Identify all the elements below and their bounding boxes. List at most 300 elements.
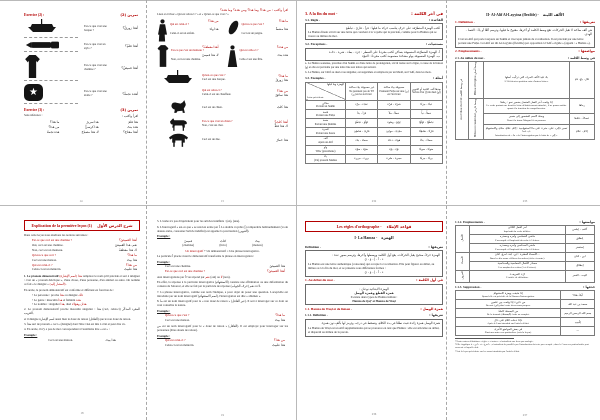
content-cell — [470, 261, 565, 270]
row-label-fr: Après un Alif — [318, 140, 333, 144]
table-row — [306, 127, 443, 136]
row-label-fr: Portant une Ḍamma — [314, 122, 337, 126]
milieu-subheading — [455, 56, 595, 60]
content-fr: Dans les dix noms célèbres des arabes (cités ci-contre). — [489, 256, 545, 260]
row-image — [157, 70, 199, 86]
phrase-pair — [24, 267, 140, 271]
exercise-3-heading — [24, 108, 138, 113]
item-image-col — [24, 19, 82, 38]
group-label-cell — [468, 61, 484, 98]
page-number: 236 — [371, 411, 377, 416]
content-cell — [470, 252, 565, 261]
content-fr: L'article de définition. — [506, 276, 529, 280]
bullet-text: La personne : proche — [33, 293, 60, 298]
row-lines-fr — [202, 74, 255, 82]
content-fr: Du mot (ابن) placé entre deux noms propres. — [485, 304, 531, 308]
rule-text-ar: تُكتب الهمزة المتطرّفة على حرفٍ يناسب حركة ما قبلها : قرأ - قارئ - تباطؤ — [346, 25, 440, 30]
row-label-ar: فتحة — [322, 109, 329, 114]
content-ar: من البسملة كاملةً — [498, 308, 519, 313]
explanation-paragraph: 6. L'interrogatif « est-ce que » se rend en arabe par أ. La double voyelle (ـٌ) comparable habituellement (va de dessus arabe, consonne l'article indéfini) est appelée la ponctuation (التنوين). — [157, 224, 288, 233]
example-cell: إلامَ - علامَ — [569, 124, 594, 139]
para-lead: 1. Le pronom démonstratif — [24, 274, 60, 279]
content-ar: وصلة الاسم المقصور إلى ضمير — [508, 114, 545, 119]
row-label-fr: Wāw (précédente) — [315, 149, 336, 153]
row-lines-ar — [258, 120, 288, 129]
page-regles-orthographe[interactable] — [305, 221, 443, 416]
group-label: وسط عارض Milieu occasionnel — [474, 99, 478, 138]
qa-row — [157, 70, 288, 86]
grid-cell: من هذا؟ — [48, 124, 60, 129]
definition-box — [305, 250, 443, 276]
qa-row — [157, 100, 288, 115]
qa-question-ar: أهذا معطفٌ؟ — [202, 44, 219, 49]
exercise-item-row — [24, 55, 138, 81]
content-fr: Les maṣdar des verbes (5 et 6 lettres). — [498, 265, 537, 269]
pair-ar: من هذا؟ — [273, 338, 285, 343]
row-label — [306, 127, 346, 136]
example-cell: محمد بن عبد الله — [561, 300, 595, 309]
garment-icon — [24, 55, 41, 78]
page-number: 14 — [79, 198, 83, 203]
para-body: remplace le nom qu'il précède et sert à désigner : c'est un « pronom déictique », d'une chose, d'une personne, d'un animal ou autre. On nomme ce fait « le désigné » — [24, 274, 140, 287]
content-cell — [456, 318, 561, 327]
pair-ar: ما هذا؟ — [127, 252, 137, 257]
table-cell: قرَأ - بدَأ — [345, 109, 377, 118]
suppression-heading-ar: حذفها : — [583, 285, 595, 290]
pair-fr: Ceci est une chemise. — [165, 264, 191, 269]
example-pair — [157, 313, 288, 317]
seg: Aux interrogations par أ l'on répond par — [157, 274, 206, 279]
page-explication-suite[interactable] — [157, 218, 288, 417]
table-row — [456, 318, 595, 327]
example-row — [32, 338, 132, 342]
table-cell: تباطُؤًا - لؤلُؤًا — [410, 118, 442, 127]
lesson-title-ar: شرح الدرس الأول — [97, 223, 133, 228]
definition-heading-fr: Définition - — [305, 244, 322, 249]
bullet-item: • La personne : proche هذا ou désigné ذلك — [32, 293, 84, 298]
row-label-fr: Portant une Fatḥa — [316, 113, 335, 117]
qa-question-fr: Qui est celui-ci ? — [202, 87, 222, 92]
exercise-2-heading — [24, 13, 138, 18]
chapter-title-ar: الألف اللينة — [542, 12, 564, 17]
word-fr: (chemise) — [182, 243, 195, 248]
hamza-wasl-heading-ar: همزة الوصل : — [420, 306, 443, 311]
page-number: 15 — [221, 198, 224, 203]
content-ar: تصير «إلى، على، حتى» على ما الاستفهامية : إلامَ، علامَ، حتامَ، والاستفهام بـ «ما» — [485, 125, 568, 134]
pair-fr: Est-ce que ceci est une chemise ? — [32, 238, 72, 243]
qa-answer-fr: Ceci est une barque. — [202, 77, 226, 82]
question-fr: Est-ce que c'est une barque ? — [84, 23, 107, 32]
emplacements-heading — [455, 220, 595, 224]
pair-fr: Oui, ceci est une chemise. — [32, 242, 64, 247]
table-row — [456, 309, 595, 318]
content-cell — [484, 124, 570, 139]
row-lines-ar — [258, 105, 288, 109]
para-red-ar: (المشار إليه). — [49, 282, 67, 287]
content-fr: Impératif du verbe trilitère. — [503, 229, 531, 233]
content-cell — [456, 300, 561, 309]
qa-answer-ar: هذا حمارٌ — [276, 137, 288, 142]
explanation-paragraph-1 — [24, 274, 140, 286]
qa-row — [157, 89, 288, 98]
row-label — [306, 154, 346, 163]
qa-lines — [240, 45, 289, 62]
exercise-item-row — [24, 19, 138, 38]
bullet-text: , duel — [64, 301, 72, 306]
table-row — [306, 118, 443, 127]
content-cell — [456, 291, 561, 300]
question-ar: أهذه نجمةٌ؟ — [122, 91, 138, 96]
dog-sitting-icon — [170, 100, 187, 115]
explanation-paragraph: En effet, la réponse à la particule interrogative (الاستفهام) consiste une affirmation ou une déformation du contenu de l'énoncé, et elle se fait par la particule de réponse (حرف الجواب) نعم ou لا. — [157, 280, 288, 289]
lesson-intro: Dans cette leçon nous étudions les notions suivantes : — [24, 233, 89, 238]
exception-fr-b: b- La Hamza, sur l'Alif au duel et au singulier, est supprimée et remplacée par un Madd, sur l'Alif, dans les mots. — [305, 71, 432, 75]
table-cell: قارِئ - شاطِئ — [345, 127, 377, 136]
content-ar: في بعض المواضع الأخرى — [494, 326, 523, 331]
col-head-fr: Prennent Fatḥa sur une (ي) en l'écrivant — [379, 89, 409, 97]
page-exercices-2-3[interactable] — [24, 11, 138, 203]
table-row — [456, 234, 595, 243]
exceptions-heading-ar: مستثنيات : — [425, 41, 443, 46]
exception-ar-1: أ- الهمزة المتطرّفة المسبوقة بساكن تُكتب مفردةً على السطر : جزء - بطء - شيء - دفء — [328, 50, 440, 55]
row-label-fr: Portant un Sukūn — [316, 104, 335, 108]
grid-cell: لا، هذا مصباحٌ — [81, 130, 99, 135]
pair-ar: هذا بيتٌ — [274, 318, 285, 323]
row-separator-line — [0, 205, 600, 206]
types-fr-2: Hamza de Qaṭ‘ et Hamza de Waṣl — [352, 298, 396, 303]
emplacements-heading-ar: مواضعها : — [578, 49, 595, 54]
example-cell: أبنُكَ هذا؟ — [561, 291, 595, 300]
arabic-phrase-grid — [24, 120, 138, 135]
hamza-forms-ar: ء - أ - إ - ؤ - ئ — [364, 270, 384, 275]
content-fr: L'accompli et l'impératif du verbe à 5 lettres. — [494, 238, 540, 242]
pair-fr: Qui est celui-ci ? — [32, 262, 53, 267]
content-ar: إذا دخلت اللام على «ال» — [494, 317, 523, 322]
emplacements-table — [455, 61, 595, 140]
section-heading — [305, 11, 443, 17]
bullet-red: هذا — [59, 293, 64, 298]
wasl-definition-heading — [305, 313, 443, 317]
word-fr: (maison) — [252, 243, 263, 248]
example-fr: Ceci est une maison. — [48, 337, 74, 342]
table-row — [306, 154, 443, 163]
exceptions-heading-fr: 3.2. Exceptions - — [305, 41, 328, 46]
column-header — [410, 82, 442, 100]
hamza-heading-fr: I- La Hamza - — [354, 236, 378, 241]
question-fr: Est-ce que c'est une chemise ? — [84, 63, 107, 72]
content-fr: L'accompli et l'impératif du verbe à 6 lettres. — [494, 247, 540, 251]
row-lines-fr — [202, 89, 255, 97]
table-cell: مجيء - مليء — [378, 154, 410, 163]
column-separator-line — [296, 0, 297, 420]
explanation-paragraph: 5. L'arabe n'a pas d'équivalent pour les articles indéfinis : (un), (une). — [157, 219, 240, 224]
bullet-red: هذان وهؤلاء — [71, 301, 87, 306]
qa-question-ar: ما هذا؟ — [278, 18, 288, 23]
content-fr: Nom à la forme Maqṣūr lié au pronom. — [506, 118, 547, 122]
table-row — [456, 327, 595, 336]
row-lines-ar — [258, 89, 288, 98]
pair-fr: Ceci est une maison. — [32, 257, 57, 262]
side-label: في وسط الكلمة Au milieu du mot — [460, 79, 464, 121]
content-ar: ماضي الخماسي وأمره ومصدره — [499, 234, 535, 239]
bullet-red: هذا — [58, 297, 63, 302]
qa-cell — [227, 45, 289, 68]
side-label-cell — [456, 270, 470, 282]
phrase-pair — [24, 238, 140, 242]
definition-heading-ar: تعريفها : — [428, 244, 443, 249]
question-ar: أهذا قميصٌ؟ — [121, 65, 138, 70]
reading-instruction-ar-text: اقرأ واكتب : من هذا؟ وما هذا؟ ومن هذه؟ وما هذه؟ — [220, 8, 288, 12]
page-hamza-fin-du-mot[interactable] — [305, 9, 443, 203]
wasl-definition-heading-fr: 1.1.1. Définition - — [305, 312, 328, 317]
grid-cell: هذه نجمةٌ — [47, 130, 60, 135]
hamza-heading — [305, 235, 443, 241]
qa-cell — [157, 45, 219, 68]
question-ar: أهذا زورقٌ؟ — [122, 26, 138, 31]
pair-fr: Celui-ci est un médecin. — [165, 343, 195, 348]
qa-answer-ar: لا، هذا قطٌّ — [274, 124, 288, 129]
qa-row — [157, 133, 288, 147]
explanation-paragraph: 3. هذا sert de pronom « ceci » (désigné) dont l'être visé est mis à côté et peut être vu. — [24, 322, 126, 327]
comb-icon — [227, 19, 240, 36]
grid-cell: هذه بنتٌ — [127, 124, 138, 129]
row-image — [157, 118, 199, 131]
table-row — [456, 225, 595, 234]
side-label-particules: الحروف — [460, 271, 464, 280]
example-heading: Exemple : — [157, 333, 171, 338]
qa-question-fr: Qu'est-ce que c'est ? — [241, 23, 265, 27]
content-ar: الأسماء العشرة : ابن، ابنة، امرؤ، اثنان... — [494, 252, 540, 257]
content-cell — [470, 270, 565, 282]
phrase-pair — [24, 253, 140, 257]
table-cell: بُؤبُؤ - وضُوء — [378, 118, 410, 127]
row-label-ar: واو — [323, 145, 328, 150]
side-label-noms: الأسماء — [460, 256, 464, 265]
word-ar: كتابٌ — [220, 239, 227, 244]
explanation-paragraph: 7. La phrase interrogative, comme son nom l'indique, a pour objet de poser une question. Lorsqu'elle est introduite par un nom interrogatif (اسم الاستفهام), l'interrogation est dite « allumée ». — [157, 289, 288, 298]
pair-fr: Qu'est-ce que c'est ? — [165, 313, 190, 318]
pair-fr: Non, ceci est un manteau. — [32, 247, 63, 252]
exception-ar-2: ب- الهمزة المسبوقة بواو مشدّدة مضمومة تُكتب مفردةً : التبوّء — [362, 54, 440, 59]
answer-dash-line — [24, 37, 78, 38]
pair-ar: ما هذا؟ — [275, 313, 285, 318]
content-ar: أمر الفعل الثلاثي — [508, 225, 527, 230]
content-cell — [456, 327, 561, 336]
exceptions-heading — [305, 42, 443, 46]
pair-fr: Qu'est-ce que ceci ? — [32, 252, 56, 257]
answer-dash-line — [24, 103, 78, 104]
definition-box — [455, 26, 595, 48]
phrase-pair — [24, 263, 140, 267]
bullet-red: ذلك — [78, 293, 84, 298]
page-explication-lecon[interactable] — [24, 220, 140, 415]
table-cell: خطأً - نبأً — [410, 109, 442, 118]
col-head-fr: Ne prennent pas de Yā' (ي) en les écrivant — [349, 89, 375, 97]
item-image-col — [24, 55, 82, 81]
qa-question-ar: من هذا؟ — [276, 88, 288, 93]
exercise-2-label-ar: تمرين (2) — [120, 12, 138, 17]
answer-dash-line — [24, 80, 78, 81]
table-row — [456, 243, 595, 252]
qa-answer-fr: Celui-ci est un chauffeur. — [202, 92, 232, 97]
definition-heading-fr: 1. Définition - — [455, 19, 475, 24]
bullet-text: ou désigné — [63, 293, 79, 298]
qa-answer-fr: Celle-ci est une fille. — [239, 57, 263, 61]
fold-dash-line-left — [146, 0, 147, 420]
definition-text-fr: C'est un Alif qui porte toujours un Sukūn et n'accepte jamais de vocalisation. Il est précédé par une lettre portant une Fatḥa. Cet Alif est dit Al-Layyina (flexible) par opposition à l'Alif « rigide » (appelé : « Hamza »). — [458, 37, 591, 46]
debut-mot-heading-fr: 1. Au début du mot - — [305, 278, 335, 283]
section-heading-ar: في آخر الكلمة : — [411, 10, 443, 16]
explanation-paragraph: et il désigne اسم الإشارة aussi bien le doué de raison (العاقل) que le non doué de raison. — [24, 316, 131, 321]
qa-answer-fr: Ceci est un âne. — [202, 137, 221, 142]
hamza-wasl-heading-fr: 1.1. Hamza de Waṣl et de liaison - — [305, 306, 353, 311]
table-row — [456, 98, 595, 113]
fold-dash-line-right — [446, 0, 447, 420]
pair-fr: Celui-ci est un médecin. — [32, 267, 62, 272]
col-head-ar: بعدها ألف التثنية أو التنوين — [411, 87, 441, 91]
qa-lines — [170, 19, 219, 36]
row-lines-fr — [202, 106, 255, 110]
example-pair — [157, 318, 288, 322]
table-row — [306, 109, 443, 118]
content-fr: Introduction de « ما » de l'interrogation par le biais de « إلى ». — [495, 133, 558, 137]
boat-icon — [161, 70, 195, 86]
row-lines-ar — [258, 138, 288, 142]
example-cell: اُكتب - اِجلس — [565, 225, 594, 234]
types-ar-2: همزة القطع وهمزة الوصل — [354, 290, 394, 295]
table-cell: سماء - بناء — [345, 136, 377, 145]
exceptions-box — [305, 48, 443, 61]
content-ar: من «ابن» إذا وقعت بين علمين — [491, 299, 526, 304]
example-pair — [157, 338, 288, 342]
wasl-definition-heading-ar: تعريفها : — [429, 312, 443, 317]
rule-heading-fr: 3.1. Règle - — [305, 17, 321, 22]
exercise-item-row — [24, 41, 138, 52]
content-fr: Après le Lām introduit sur l'article défini. — [487, 322, 530, 326]
bullet-red: هذه — [76, 297, 81, 302]
bullet-item: • Le genre : masculin هذا et féminin هذه — [32, 297, 81, 302]
qa-answer-fr: Ceci est un chien. — [202, 104, 223, 109]
item-image-col — [24, 41, 82, 52]
content-ar: مصادر الأفعال الخماسية والسداسية — [497, 261, 538, 266]
bullet-red: هذا — [60, 301, 65, 306]
chapter-title-fr: II- Al-Alif Al-Layyina (flexible) - — [486, 13, 539, 17]
example-cell: اِستغفر — [565, 243, 594, 252]
page-number: 18 — [80, 410, 84, 415]
table-cell: بريئًا - جريئًا — [410, 154, 442, 163]
thobe-icon — [157, 45, 169, 67]
grid-cell: ما هذا؟ — [49, 119, 60, 124]
qa-answer-fr: Ceci est un peigne. — [241, 31, 263, 35]
row-lines-ar — [258, 74, 288, 83]
example-pair — [157, 343, 288, 347]
example-cell: البيت - القمر — [565, 270, 594, 282]
table-row — [456, 252, 595, 261]
row-label-fr: (Un) pronom Suküne — [314, 158, 337, 162]
page-number: 19 — [221, 412, 224, 417]
emplacements-heading-ar: مواضعها : — [579, 219, 595, 224]
qa-answer-fr: Non, ceci est une chemise. — [171, 57, 201, 61]
table-cell: قارِئًا - شاطِئًا — [410, 127, 442, 136]
explanation-paragraph: La particule أ placée avant le démonstratif transforme la phrase en interrogation : — [157, 254, 255, 259]
pair-ar: هذا القميصُ — [269, 264, 285, 269]
table-cell: مبادِئ - موانِئ — [378, 127, 410, 136]
explanation-paragraph: 2. Le pronom démonstratif proche masculin singulier : هذا (ceci, celui-ci) المفرد المذكّر القريب, — [24, 307, 140, 316]
definition-heading-ar: تعريفها : — [579, 19, 595, 24]
column-header — [345, 82, 377, 100]
table-cell: عبْء - جزْء — [345, 100, 377, 109]
note-line — [157, 249, 288, 253]
content-fr: Le verbe portant une dernière lettre définitivement rattachée, il ne pourra suffire quant à la fonction de compréhension. — [486, 103, 567, 111]
example-cell: اِنطلاق — [565, 261, 594, 270]
qa-cell-grid — [157, 19, 288, 68]
examples-heading — [305, 76, 443, 80]
cow-icon — [168, 133, 189, 147]
reading-instruction-fr: Lisez et écrivez « Qui est celui-ci ? » et « Qu'est-ce que c'est ? » — [157, 12, 229, 16]
content-cell — [484, 98, 570, 113]
word-example — [219, 239, 227, 247]
row-label — [306, 118, 346, 127]
pair-ar: نعم، هذا القميصُ — [114, 242, 137, 247]
exercise-item-row — [24, 84, 138, 104]
pair-ar: هذا طبيبٌ — [272, 343, 285, 348]
rule-text-fr: La Hamza finale s'écrit sur une lettre qui convient à la voyelle qui la précède, comme pour la Hamza qui se trouve au milieu du mot. — [308, 29, 437, 38]
star-badge-icon: ★ — [24, 84, 43, 101]
chapter-title — [455, 12, 595, 18]
word-ar: بيتٌ — [255, 239, 260, 244]
table-cell: خطَأ - ملَأ — [378, 109, 410, 118]
explanation-paragraph — [157, 275, 288, 279]
page-lecture-images[interactable] — [157, 8, 288, 203]
row-label-ar: ياء — [324, 154, 327, 159]
qa-question-ar: من هذه؟ — [276, 44, 288, 49]
example-heading: Exemple : — [24, 332, 38, 337]
word-example — [252, 239, 263, 247]
definition-text-ar: هي ألف ساكنة لا تقبل الحركات، تقع وسط الكلمة أو آخرها، مفتوحٌ ما قبلها، وترسم ألفًا أو ياءً : العصا - الهدى. — [465, 28, 592, 37]
qa-lines — [171, 45, 219, 62]
row-label-ar: ألف — [323, 136, 328, 141]
phrase-pair — [24, 258, 140, 262]
content-ar: إذا وقعت آخر الفعل المتصل بضميرٍ نحو : رماها — [500, 99, 553, 104]
note-text: + Un démonstratif = Une phrase interrogative. — [203, 248, 260, 253]
side-label-cell — [456, 225, 470, 252]
qa-answer-ar: هذا زورقٌ — [275, 78, 288, 83]
exercise-3-label-ar: تمرين (3) — [120, 107, 138, 112]
footnote-separator — [455, 338, 514, 339]
page-emplacements-suppression[interactable] — [455, 218, 595, 417]
wasl-definition-box — [305, 319, 443, 337]
para-red-ar: (اسم الإشارة) هذا — [59, 274, 82, 279]
question-ar: أهذا قلمٌ؟ — [125, 44, 138, 49]
word-example — [182, 239, 194, 247]
rule-heading-ar: القاعدة : — [428, 17, 443, 22]
pen-icon — [24, 41, 62, 49]
qa-answer-fr: Celui-ci est un enfant. — [170, 31, 195, 35]
phrase-pair — [24, 243, 140, 247]
qa-answer-ar: هذا ولدٌ — [209, 27, 219, 32]
content-fr: Quand elle est précédée de la Hamza d'interrogation. — [481, 295, 535, 299]
group-label: وسط أصلي Milieu d'origine — [474, 62, 478, 96]
column-header — [378, 82, 410, 100]
example-heading: Exemple : — [157, 234, 171, 239]
footnote: ³ Voir la leçon précédente sur les noms introduits par l'article défini. — [455, 349, 520, 353]
bullet-item: • Le nombre : singulier هذا, duel هذان وهؤلاء — [32, 301, 87, 306]
exercise-3-label-fr: Exercice (3) : — [24, 107, 45, 112]
row-image — [157, 100, 199, 115]
content-fr: L'Alif tient sa position entre d'autres lettres. — [504, 79, 549, 83]
page-alif-layyina[interactable] — [455, 9, 595, 203]
qa-cell — [157, 19, 219, 42]
